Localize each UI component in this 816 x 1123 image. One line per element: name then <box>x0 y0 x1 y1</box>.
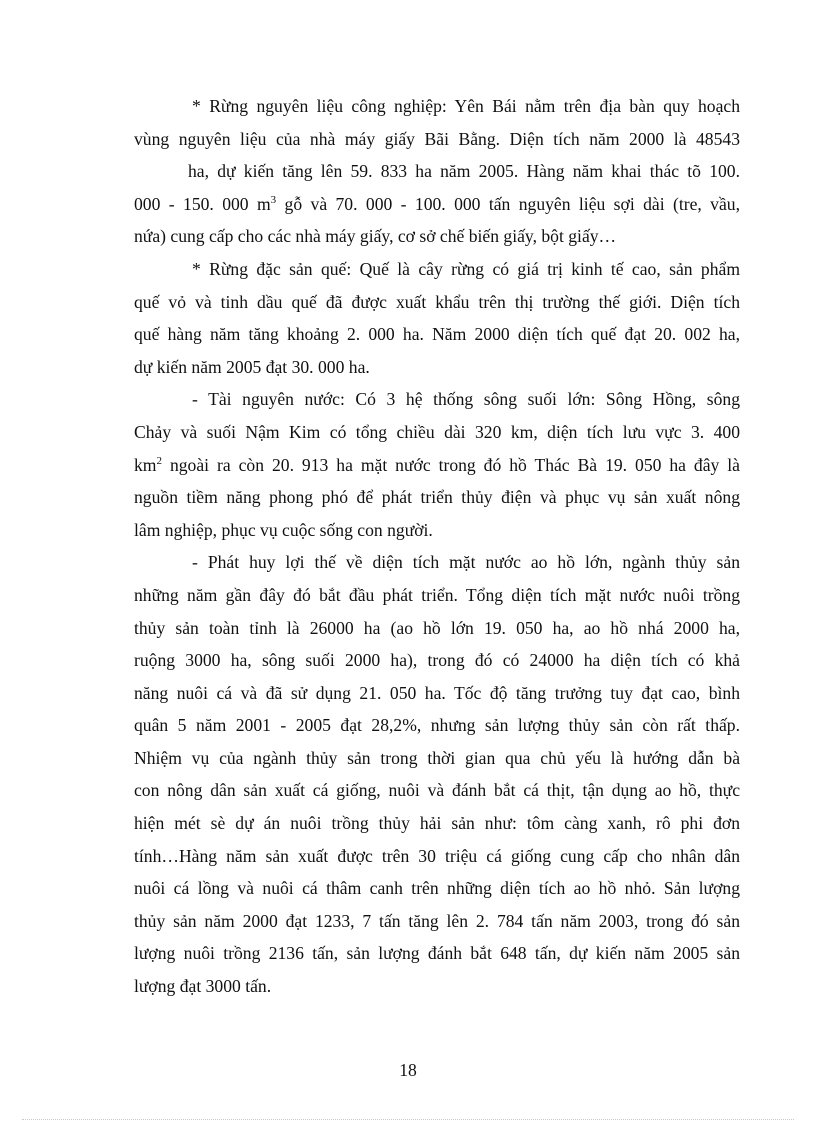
text-line: * Rừng đặc sản quế: Quế là cây rừng có giá trị kinh tế cao, sản phẩm <box>192 258 740 279</box>
text-line: vùng nguyên liệu của nhà máy giấy Bãi Bằng. Diện tích năm 2000 là 48543 <box>134 128 740 149</box>
text-line: lượng nuôi trồng 2136 tấn, sản lượng đánh bắt 648 tấn, dự kiến năm 2005 sản <box>134 943 740 964</box>
text-line: ruộng 3000 ha, sông suối 2000 ha), trong đó có 24000 ha diện tích có khả <box>134 650 740 671</box>
paragraph-cinnamon-forest <box>134 253 740 383</box>
superscript-square: 2 <box>156 454 162 467</box>
text-line: nứa) cung cấp cho các nhà máy giấy, cơ sở chế biến giấy, bột giấy… <box>134 226 617 247</box>
superscript-cubic: 3 <box>270 193 277 206</box>
text-line <box>134 188 740 221</box>
text-line: lâm nghiệp, phục vụ cuộc sống con người. <box>134 519 433 540</box>
text-line: con nông dân sản xuất cá giống, nuôi và đánh bắt cá thịt, tận dụng ao hồ, thực <box>134 780 740 801</box>
text-segment: gỗ và 70. 000 - 100. 000 tấn nguyên liệu sợi dài (tre, vầu, <box>284 193 740 214</box>
text-line: quân 5 năm 2001 - 2005 đạt 28,2%, nhưng sản lượng thủy sản còn rất thấp. <box>134 715 740 736</box>
text-line <box>134 449 740 482</box>
text-line: những năm gần đây đó bắt đầu phát triển. Tổng diện tích mặt nước nuôi trồng <box>134 584 740 605</box>
text-line: thủy sản toàn tỉnh là 26000 ha (ao hồ lớn 19. 050 ha, ao hồ nhá 2000 ha, <box>134 617 740 638</box>
text-line: Nhiệm vụ của ngành thủy sản trong thời gian qua chủ yếu là hướng dẫn bà <box>134 747 740 768</box>
text-line: * Rừng nguyên liệu công nghiệp: Yên Bái nằm trên địa bàn quy hoạch <box>192 96 740 116</box>
text-line: tính…Hàng năm sản xuất được trên 30 triệu cá giống cung cấp cho nhân dân <box>134 845 740 866</box>
text-line: hiện mét sè dự án nuôi trồng thủy hải sản như: tôm càng xanh, rô phi đơn <box>134 813 740 834</box>
text-line: nuôi cá lồng và nuôi cá thâm canh trên những diện tích ao hồ nhỏ. Sản lượng <box>134 878 740 899</box>
text-line: năng nuôi cá và đã sử dụng 21. 050 ha. Tốc độ tăng trưởng tuy đạt cao, bình <box>134 682 740 703</box>
text-line: dự kiến năm 2005 đạt 30. 000 ha. <box>134 356 370 377</box>
footer-divider <box>22 1119 794 1120</box>
text-line: - Tài nguyên nước: Có 3 hệ thống sông suối lớn: Sông Hồng, sông <box>192 389 740 410</box>
text-line: Chảy và suối Nậm Kim có tổng chiều dài 320 km, diện tích lưu vực 3. 400 <box>134 421 740 442</box>
page-number: 18 <box>399 1060 417 1080</box>
text-line: quế hàng năm tăng khoảng 2. 000 ha. Năm 2000 diện tích quế đạt 20. 002 ha, <box>134 324 740 345</box>
paragraph-industrial-forest <box>134 90 740 253</box>
text-segment: 000 - 150. 000 m <box>134 193 271 214</box>
text-line: quế vỏ và tinh dầu quế đã được xuất khẩu trên thị trường thế giới. Diện tích <box>134 291 740 312</box>
text-line: lượng đạt 3000 tấn. <box>134 976 272 997</box>
text-line: nguồn tiềm năng phong phó để phát triển thủy điện và phục vụ sản xuất nông <box>134 487 740 508</box>
text-line: ha, dự kiến tăng lên 59. 833 ha năm 2005. Hàng năm khai thác tõ 100. <box>188 161 740 182</box>
paragraph-fisheries <box>134 546 740 1002</box>
text-segment: km <box>134 454 157 475</box>
text-line: - Phát huy lợi thế về diện tích mặt nước ao hồ lớn, ngành thủy sản <box>192 552 740 573</box>
text-segment: ngoài ra còn 20. 913 ha mặt nước trong đó hồ Thác Bà 19. 050 ha đây là <box>169 454 740 475</box>
text-line: thủy sản năm 2000 đạt 1233, 7 tấn tăng lên 2. 784 tấn năm 2003, trong đó sản <box>134 910 740 931</box>
document-body <box>134 90 740 1003</box>
paragraph-water-resources <box>134 383 740 546</box>
